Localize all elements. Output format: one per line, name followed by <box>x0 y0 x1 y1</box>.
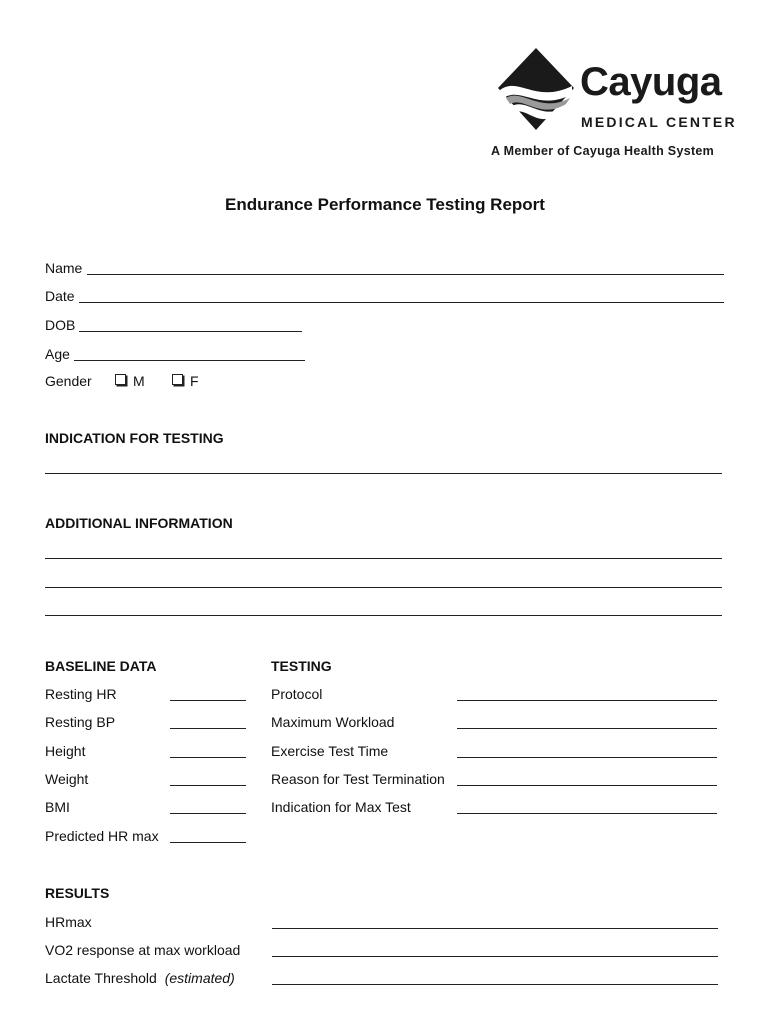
gender-label: Gender <box>45 373 92 389</box>
testing-field-maximum-workload[interactable] <box>457 728 717 729</box>
testing-field-reason-for-termination[interactable] <box>457 785 717 786</box>
results-field-lactate[interactable] <box>272 984 718 985</box>
baseline-label-resting-bp: Resting BP <box>45 714 116 730</box>
gender-f-label: F <box>190 373 199 389</box>
gender-m-label: M <box>133 373 145 389</box>
results-field-vo2[interactable] <box>272 956 718 957</box>
testing-heading: TESTING <box>271 658 332 674</box>
testing-field-exercise-test-time[interactable] <box>457 757 717 758</box>
results-label-vo2: VO2 response at max workload <box>45 942 241 958</box>
logo-subtitle: MEDICAL CENTER <box>581 114 737 130</box>
testing-field-protocol[interactable] <box>457 700 717 701</box>
testing-label-reason-for-termination: Reason for Test Termination <box>271 771 445 787</box>
additional-info-line-1[interactable] <box>45 558 722 559</box>
indication-heading: INDICATION FOR TESTING <box>45 430 224 446</box>
results-label-lactate <box>45 970 235 986</box>
baseline-label-bmi: BMI <box>45 799 70 815</box>
baseline-field-predicted-hr-max[interactable] <box>170 842 246 843</box>
baseline-field-bmi[interactable] <box>170 813 246 814</box>
results-heading: RESULTS <box>45 885 110 901</box>
age-field[interactable] <box>74 360 305 361</box>
date-field[interactable] <box>79 302 724 303</box>
lactate-label-text: Lactate Threshold <box>45 970 157 986</box>
additional-info-line-2[interactable] <box>45 587 722 588</box>
baseline-heading: BASELINE DATA <box>45 658 157 674</box>
dob-field[interactable] <box>79 331 302 332</box>
logo-tagline: A Member of Cayuga Health System <box>491 144 715 158</box>
testing-field-indication-for-max-test[interactable] <box>457 813 717 814</box>
baseline-field-resting-bp[interactable] <box>170 728 246 729</box>
baseline-field-resting-hr[interactable] <box>170 700 246 701</box>
page-title: Endurance Performance Testing Report <box>225 195 545 214</box>
testing-label-exercise-test-time: Exercise Test Time <box>271 743 389 759</box>
name-label: Name <box>45 260 83 276</box>
additional-info-heading: ADDITIONAL INFORMATION <box>45 515 233 531</box>
baseline-field-weight[interactable] <box>170 785 246 786</box>
date-label: Date <box>45 288 75 304</box>
lactate-label-note: (estimated) <box>164 970 235 986</box>
baseline-label-predicted-hr-max: Predicted HR max <box>45 828 159 844</box>
results-label-hrmax: HRmax <box>45 914 92 930</box>
age-label: Age <box>45 346 70 362</box>
testing-label-indication-for-max-test: Indication for Max Test <box>271 799 411 815</box>
dob-label: DOB <box>45 317 76 333</box>
name-field[interactable] <box>87 274 724 275</box>
testing-label-maximum-workload: Maximum Workload <box>271 714 395 730</box>
additional-info-line-3[interactable] <box>45 615 722 616</box>
logo-mark-icon <box>496 46 576 132</box>
baseline-field-height[interactable] <box>170 757 246 758</box>
gender-f-checkbox[interactable] <box>172 374 183 385</box>
baseline-label-height: Height <box>45 743 86 759</box>
testing-label-protocol: Protocol <box>271 686 323 702</box>
baseline-label-weight: Weight <box>45 771 89 787</box>
logo-name: Cayuga <box>580 60 722 104</box>
results-field-hrmax[interactable] <box>272 928 718 929</box>
gender-m-checkbox[interactable] <box>115 374 126 385</box>
baseline-label-resting-hr: Resting HR <box>45 686 117 702</box>
indication-field[interactable] <box>45 473 722 474</box>
